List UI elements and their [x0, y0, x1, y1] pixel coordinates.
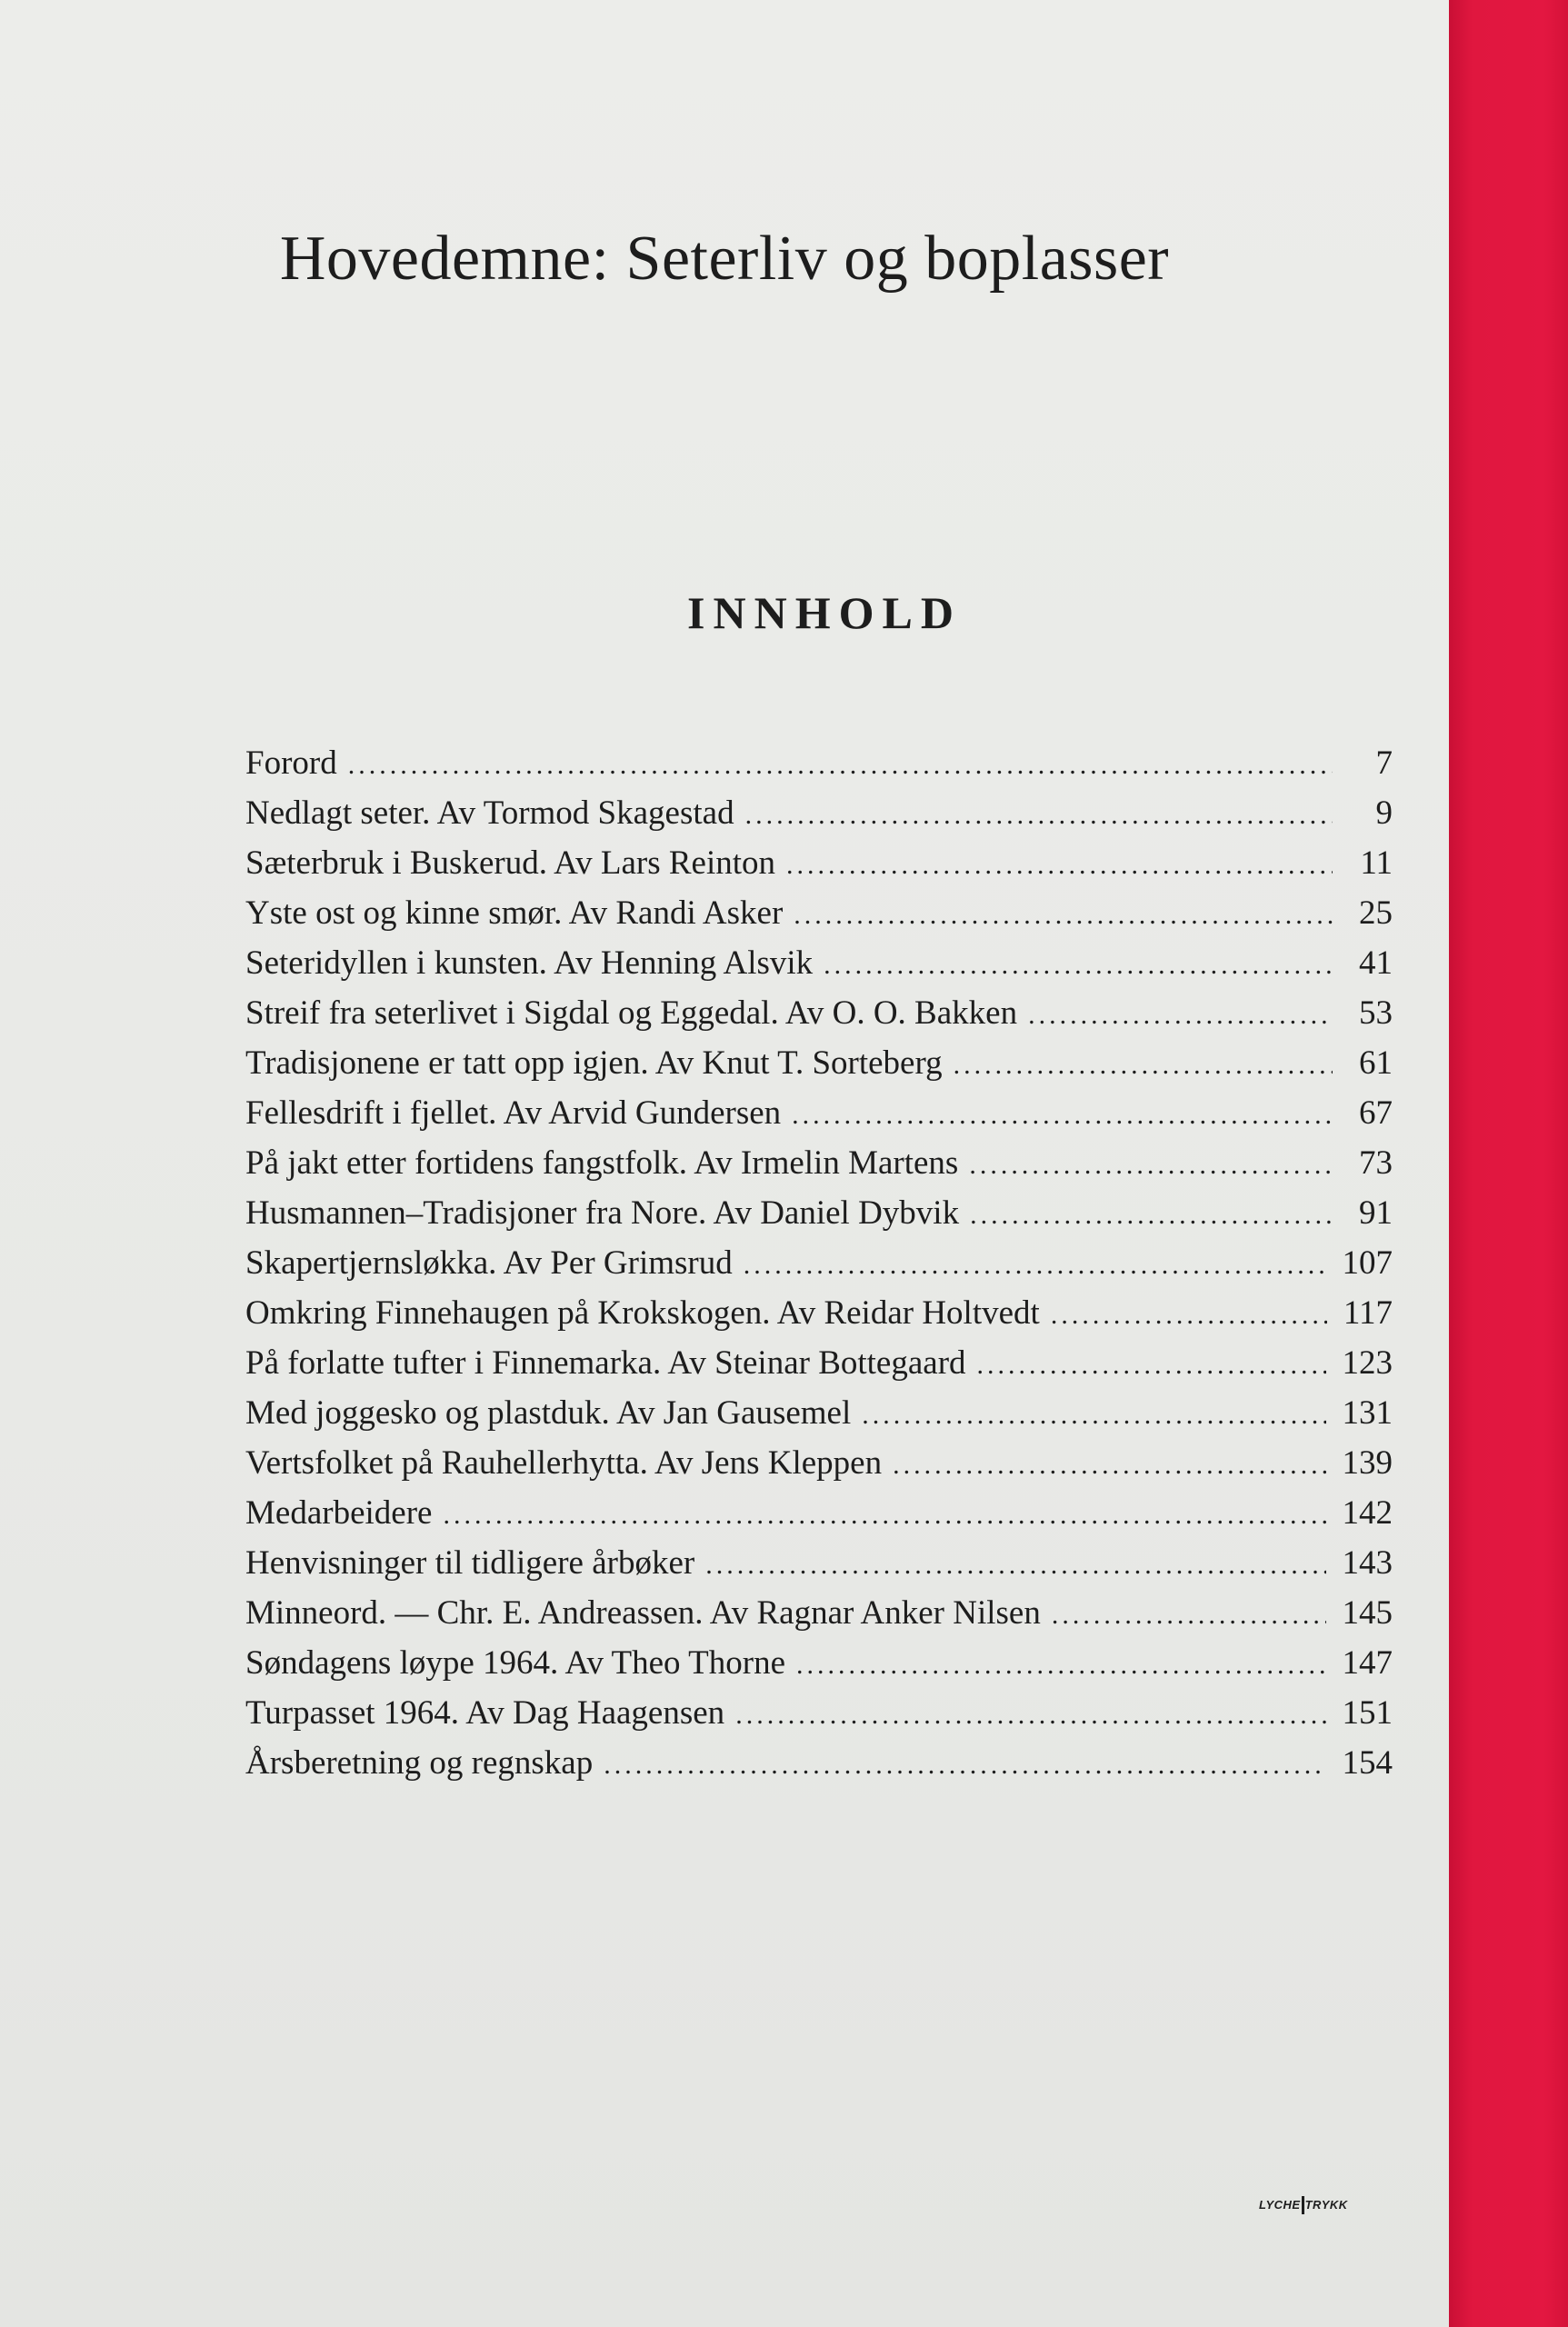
contents-heading: INNHOLD [687, 587, 962, 638]
toc-entry-title: Sæterbruk i Buskerud. Av Lars Reinton [245, 844, 776, 882]
toc-dot-leader [705, 1540, 1325, 1590]
printer-mark-right: TRYKK [1304, 2198, 1348, 2212]
toc-entry-page: 131 [1342, 1394, 1393, 1432]
toc-dot-leader [954, 1040, 1333, 1090]
toc-entry-title: Forord [245, 744, 337, 782]
toc-dot-leader [744, 1240, 1326, 1290]
toc-dot-leader [348, 740, 1333, 790]
toc-entry [245, 938, 1393, 988]
toc-entry-title: Skapertjernsløkka. Av Per Grimsrud [245, 1244, 733, 1282]
toc-entry [245, 1388, 1393, 1438]
toc-entry-page: 147 [1342, 1644, 1393, 1682]
toc-entry-page: 7 [1375, 744, 1393, 782]
toc-entry [245, 1438, 1393, 1488]
toc-dot-leader [824, 940, 1333, 990]
toc-entry-page: 53 [1359, 994, 1393, 1032]
toc-entry [245, 1238, 1393, 1288]
toc-entry-page: 107 [1342, 1244, 1393, 1282]
toc-dot-leader [970, 1190, 1333, 1240]
table-of-contents [245, 738, 1393, 1788]
toc-entry [245, 1588, 1393, 1638]
toc-dot-leader [1028, 990, 1333, 1040]
toc-entry-title: Turpasset 1964. Av Dag Haagensen [245, 1694, 725, 1732]
toc-entry [245, 1138, 1393, 1188]
toc-entry-title: Yste ost og kinne smør. Av Randi Asker [245, 894, 784, 932]
toc-entry [245, 1638, 1393, 1688]
toc-entry [245, 888, 1393, 938]
toc-entry-title: Årsberetning og regnskap [245, 1744, 594, 1782]
toc-entry-title: Tradisjonene er tatt opp igjen. Av Knut T. Sorteberg [245, 1044, 943, 1082]
toc-entry [245, 1488, 1393, 1538]
toc-dot-leader [862, 1390, 1325, 1440]
toc-entry [245, 1288, 1393, 1338]
toc-entry [245, 1738, 1393, 1788]
printer-mark-bar [1302, 2196, 1304, 2214]
toc-dot-leader [786, 840, 1333, 890]
toc-dot-leader [735, 1690, 1325, 1740]
toc-entry-title: Søndagens løype 1964. Av Theo Thorne [245, 1644, 785, 1682]
toc-entry-title: Vertsfolket på Rauhellerhytta. Av Jens Kleppen [245, 1444, 883, 1482]
toc-dot-leader [443, 1490, 1325, 1540]
toc-entry-page: 154 [1342, 1744, 1393, 1782]
toc-dot-leader [1052, 1590, 1326, 1640]
toc-entry-page: 151 [1342, 1694, 1393, 1732]
toc-dot-leader [745, 790, 1333, 840]
toc-dot-leader [1051, 1290, 1327, 1340]
toc-entry-page: 9 [1375, 794, 1393, 832]
toc-entry-title: Minneord. — Chr. E. Andreassen. Av Ragnar Anker Nilsen [245, 1594, 1041, 1632]
toc-dot-leader [977, 1340, 1326, 1390]
toc-entry [245, 1338, 1393, 1388]
toc-entry [245, 1038, 1393, 1088]
toc-entry-title: Nedlagt seter. Av Tormod Skagestad [245, 794, 734, 832]
toc-entry [245, 788, 1393, 838]
toc-dot-leader [893, 1440, 1325, 1490]
toc-entry-page: 145 [1342, 1594, 1393, 1632]
toc-entry-title: Henvisninger til tidligere årbøker [245, 1544, 695, 1582]
toc-entry-page: 143 [1342, 1544, 1393, 1582]
toc-entry-page: 67 [1359, 1094, 1393, 1132]
main-theme-title: Hovedemne: Seterliv og boplasser [279, 224, 1170, 294]
toc-entry-page: 123 [1342, 1344, 1393, 1382]
toc-entry [245, 1688, 1393, 1738]
toc-entry-page: 139 [1342, 1444, 1393, 1482]
toc-entry-page: 142 [1342, 1494, 1393, 1532]
toc-entry-title: Seteridyllen i kunsten. Av Henning Alsvik [245, 944, 814, 982]
toc-dot-leader [792, 1090, 1333, 1140]
toc-entry-title: Streif fra seterlivet i Sigdal og Eggedal. Av O. O. Bakken [245, 994, 1018, 1032]
printer-mark [1259, 2196, 1348, 2214]
toc-entry [245, 1188, 1393, 1238]
toc-entry-page: 25 [1359, 894, 1393, 932]
toc-entry-title: Medarbeidere [245, 1494, 433, 1532]
toc-entry [245, 1088, 1393, 1138]
toc-entry-title: På forlatte tufter i Finnemarka. Av Steinar Bottegaard [245, 1344, 966, 1382]
printer-mark-left: LYCHE [1259, 2198, 1301, 2212]
toc-entry [245, 1538, 1393, 1588]
toc-entry-page: 117 [1343, 1294, 1393, 1332]
toc-entry-title: Husmannen–Tradisjoner fra Nore. Av Daniel Dybvik [245, 1194, 960, 1232]
toc-entry [245, 738, 1393, 788]
toc-entry [245, 988, 1393, 1038]
red-cover-edge [1449, 0, 1568, 2327]
toc-dot-leader [604, 1740, 1325, 1790]
toc-dot-leader [796, 1640, 1326, 1690]
toc-entry-page: 91 [1359, 1194, 1393, 1232]
toc-entry-title: Omkring Finnehaugen på Krokskogen. Av Reidar Holtvedt [245, 1294, 1040, 1332]
toc-entry-page: 41 [1359, 944, 1393, 982]
toc-entry-title: Fellesdrift i fjellet. Av Arvid Gundersen [245, 1094, 782, 1132]
toc-entry-page: 11 [1360, 844, 1393, 882]
toc-entry [245, 838, 1393, 888]
toc-entry-page: 73 [1359, 1144, 1393, 1182]
toc-dot-leader [794, 890, 1333, 940]
toc-entry-title: På jakt etter fortidens fangstfolk. Av Irmelin Martens [245, 1144, 959, 1182]
toc-entry-page: 61 [1359, 1044, 1393, 1082]
toc-dot-leader [969, 1140, 1333, 1190]
toc-entry-title: Med joggesko og plastduk. Av Jan Gausemel [245, 1394, 852, 1432]
